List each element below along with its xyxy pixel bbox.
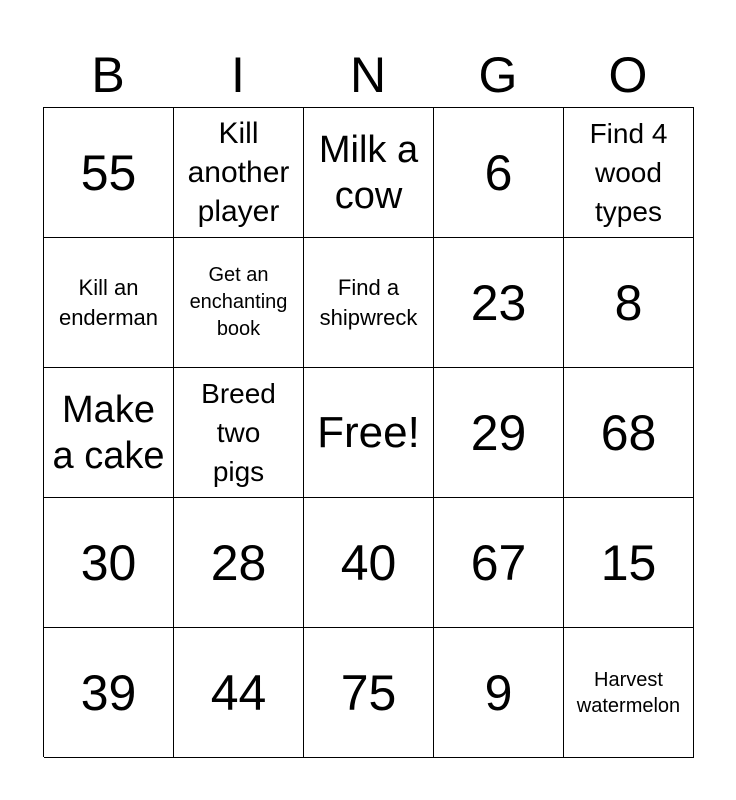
cell-text: 67 [470,534,527,591]
bingo-cell-r5c4[interactable] [434,628,564,758]
cell-text: 75 [340,664,397,721]
bingo-cell-r4c1[interactable] [44,498,174,628]
header-letter-i: I [231,47,245,103]
bingo-cell-r1c2[interactable] [174,108,304,238]
cell-text: Breed two pigs [201,378,276,487]
cell-text: Make a cake [52,388,165,477]
cell-text: Milk a cow [318,128,419,217]
cell-text: 44 [210,664,267,721]
cell-text: Kill another player [187,117,290,228]
cell-text: Harvest watermelon [576,668,681,717]
bingo-cell-r5c5[interactable] [564,628,694,758]
cell-text: 30 [80,534,137,591]
cell-text: Kill an enderman [58,274,159,330]
cell-text: 68 [600,404,657,461]
bingo-cell-r1c1[interactable] [44,108,174,238]
header-letter-n: N [349,47,387,103]
bingo-cell-r1c3[interactable] [304,108,434,238]
bingo-cell-r2c5[interactable] [564,238,694,368]
cell-text: 23 [470,274,527,331]
header-letter-g: G [478,47,518,103]
bingo-cell-r3c4[interactable] [434,368,564,498]
bingo-cell-r3c5[interactable] [564,368,694,498]
cell-text: 39 [80,664,137,721]
bingo-cell-r2c4[interactable] [434,238,564,368]
bingo-cell-r2c3[interactable] [304,238,434,368]
bingo-cell-r3c1[interactable] [44,368,174,498]
cell-text: Get an enchanting book [189,264,288,340]
cell-text: 55 [80,144,137,201]
cell-text: 29 [470,404,527,461]
bingo-cell-r4c3[interactable] [304,498,434,628]
cell-text: Find 4 wood types [589,118,668,227]
header-letter-o: O [608,47,648,103]
bingo-free-space[interactable] [304,368,434,498]
bingo-cell-r1c4[interactable] [434,108,564,238]
bingo-cell-r4c2[interactable] [174,498,304,628]
cell-text: Free! [317,407,420,457]
cell-text: 40 [340,534,397,591]
cell-text: 28 [210,534,267,591]
bingo-cell-r5c3[interactable] [304,628,434,758]
cell-text: 8 [614,274,643,331]
bingo-cell-r1c5[interactable] [564,108,694,238]
bingo-cell-r4c5[interactable] [564,498,694,628]
cell-text: 6 [484,144,513,201]
bingo-cell-r5c1[interactable] [44,628,174,758]
header-letter-b: B [91,47,125,103]
cell-text: Find a shipwreck [319,274,418,330]
bingo-cell-r2c1[interactable] [44,238,174,368]
cell-text: 9 [484,664,513,721]
bingo-cell-r5c2[interactable] [174,628,304,758]
bingo-cell-r2c2[interactable] [174,238,304,368]
bingo-header [43,44,693,106]
bingo-cell-r3c2[interactable] [174,368,304,498]
cell-text: 15 [600,534,657,591]
bingo-board [43,107,694,757]
bingo-cell-r4c4[interactable] [434,498,564,628]
